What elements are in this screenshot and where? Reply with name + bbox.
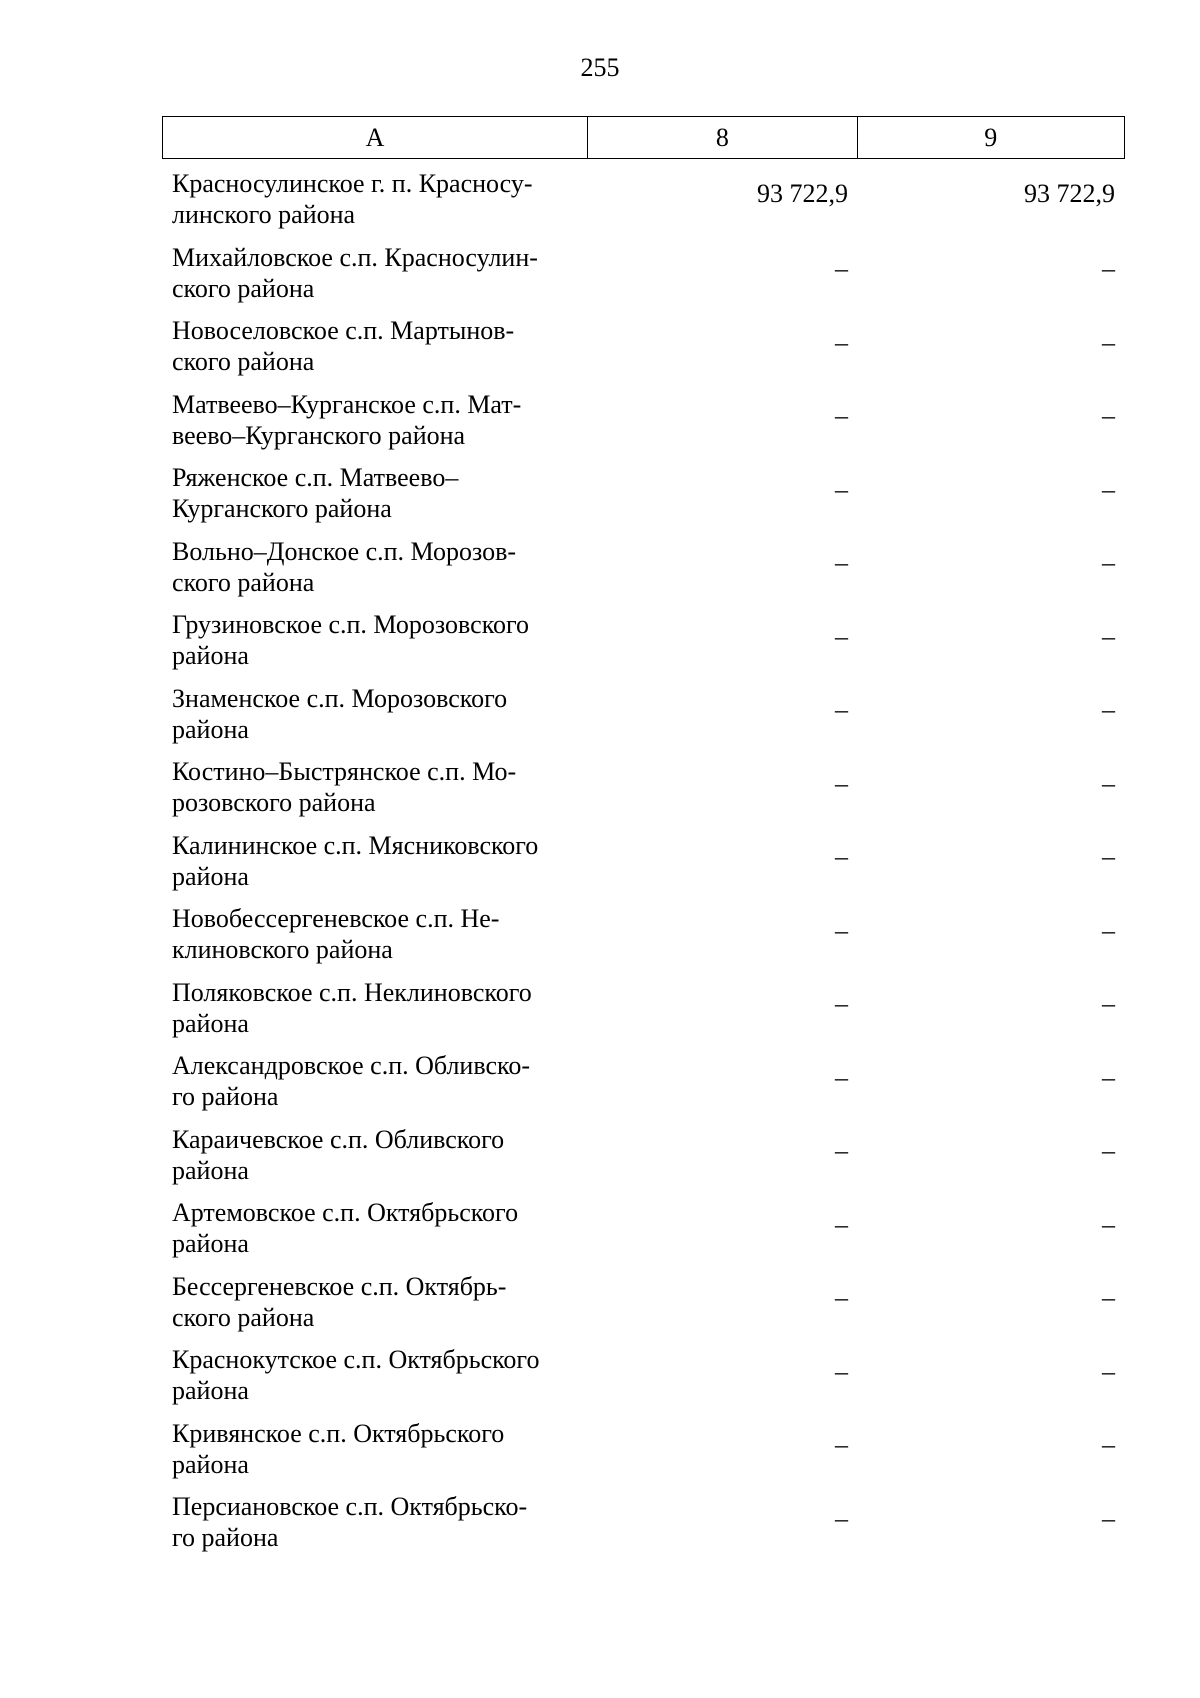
table-row [162,600,1125,674]
cell-municipality-name [162,233,588,307]
cell-value-col-8: – [835,1136,848,1166]
name-line: Костино–Быстрянское с.п. Мо- [172,757,517,786]
cell-municipality-name [162,747,588,821]
name-line: Ряженское с.п. Матвеево– [172,463,459,492]
name-line: ского района [172,567,315,597]
cell-value-col-8: – [835,1356,848,1386]
cell-value-col-8: 93 722,9 [757,179,848,208]
name-line: Калининское с.п. Мясниковского [172,830,539,860]
name-line: Краснокутское с.п. Октябрьского [172,1345,540,1374]
name-line: Александровское с.п. Обливско- [172,1051,530,1080]
table-row [162,527,1125,601]
cell-value-col-8: – [835,695,848,725]
cell-value-col-8: – [835,548,848,578]
table-body [162,159,1125,1556]
cell-value-col-9: – [1102,695,1115,725]
table-row [162,674,1125,748]
name-line: клиновского района [172,935,393,964]
cell-value-col-8: – [835,1062,848,1092]
cell-municipality-name [162,306,588,380]
cell-municipality-name [162,968,588,1042]
name-line: Новобессергеневское с.п. Не- [172,904,500,933]
table-row [162,747,1125,821]
table-row [162,380,1125,454]
name-line: района [172,641,249,670]
cell-value-col-9: – [1102,621,1115,651]
name-line: ского района [172,1302,315,1332]
data-table [162,116,1125,1556]
cell-value-col-9: – [1102,768,1115,798]
cell-value-col-8: – [835,474,848,504]
cell-value-col-9: – [1102,327,1115,357]
cell-value-col-9: – [1102,254,1115,284]
name-line: района [172,1229,249,1258]
table-row [162,1041,1125,1115]
cell-value-col-9: – [1102,474,1115,504]
name-line: Бессергеневское с.п. Октябрь- [172,1271,507,1301]
name-line: Персиановское с.п. Октябрьско- [172,1492,528,1521]
cell-municipality-name [162,380,588,454]
name-line: Поляковское с.п. Неклиновского [172,977,532,1007]
cell-municipality-name [162,1335,588,1409]
cell-municipality-name [162,1041,588,1115]
name-line: Курганского района [172,494,392,523]
name-line: района [172,1376,249,1405]
table-row [162,1188,1125,1262]
table-header-row [162,116,1125,159]
name-line: района [172,714,249,744]
cell-value-col-8: – [835,1283,848,1313]
cell-municipality-name [162,1262,588,1336]
table-row [162,1115,1125,1189]
table-row [162,894,1125,968]
name-line: Знаменское с.п. Морозовского [172,683,508,713]
cell-value-col-9: – [1102,842,1115,872]
cell-value-col-8: – [835,401,848,431]
name-line: Михайловское с.п. Красносулин- [172,242,538,272]
cell-value-col-9: – [1102,401,1115,431]
cell-municipality-name [162,527,588,601]
cell-value-col-9: – [1102,1503,1115,1533]
cell-municipality-name [162,1115,588,1189]
cell-municipality-name [162,821,588,895]
cell-value-col-9: – [1102,1062,1115,1092]
cell-municipality-name [162,894,588,968]
table-row [162,1262,1125,1336]
name-line: района [172,1008,249,1038]
table-row [162,1409,1125,1483]
name-line: района [172,1449,249,1479]
table-row [162,821,1125,895]
cell-value-col-8: – [835,1503,848,1533]
header-cell-9: 9 [984,122,998,152]
name-line: Артемовское с.п. Октябрьского [172,1198,519,1227]
cell-value-col-9: – [1102,548,1115,578]
name-line: го района [172,1082,279,1111]
table-row [162,1335,1125,1409]
cell-municipality-name [162,600,588,674]
cell-value-col-9: – [1102,1136,1115,1166]
name-line: Новоселовское с.п. Мартынов- [172,316,515,345]
table-row [162,306,1125,380]
table-row [162,968,1125,1042]
cell-value-col-9: 93 722,9 [1024,179,1115,208]
name-line: Кривянское с.п. Октябрьского [172,1418,505,1448]
cell-value-col-8: – [835,1209,848,1239]
name-line: линского района [172,200,356,229]
page-number: 255 [580,53,620,82]
name-line: района [172,861,249,891]
name-line: веево–Курганского района [172,420,466,450]
cell-value-col-9: – [1102,915,1115,945]
cell-value-col-8: – [835,254,848,284]
cell-value-col-9: – [1102,1430,1115,1460]
table-row [162,233,1125,307]
header-cell-8: 8 [588,117,857,158]
name-line: Вольно–Донское с.п. Морозов- [172,536,517,566]
name-line: Караичевское с.п. Обливского [172,1124,505,1154]
name-line: го района [172,1523,279,1552]
cell-municipality-name [162,1188,588,1262]
name-line: ского района [172,273,315,303]
cell-municipality-name [162,1409,588,1483]
cell-value-col-8: – [835,915,848,945]
cell-value-col-8: – [835,989,848,1019]
cell-municipality-name [162,674,588,748]
cell-value-col-8: – [835,1430,848,1460]
name-line: Красносулинское г. п. Красносу- [172,169,533,198]
table-row [162,1482,1125,1556]
cell-value-col-9: – [1102,1283,1115,1313]
cell-value-col-9: – [1102,1356,1115,1386]
cell-municipality-name [162,1482,588,1556]
cell-value-col-9: – [1102,989,1115,1019]
cell-value-col-8: – [835,621,848,651]
header-cell-a: А [163,117,588,158]
table-row [162,159,1125,233]
name-line: района [172,1155,249,1185]
cell-value-col-8: – [835,842,848,872]
cell-value-col-8: – [835,327,848,357]
name-line: Грузиновское с.п. Морозовского [172,610,530,639]
name-line: Матвеево–Курганское с.п. Мат- [172,389,522,419]
cell-value-col-9: – [1102,1209,1115,1239]
name-line: розовского района [172,788,376,817]
name-line: ского района [172,347,315,376]
table-row [162,453,1125,527]
cell-municipality-name [162,453,588,527]
cell-municipality-name [162,159,588,233]
cell-value-col-8: – [835,768,848,798]
